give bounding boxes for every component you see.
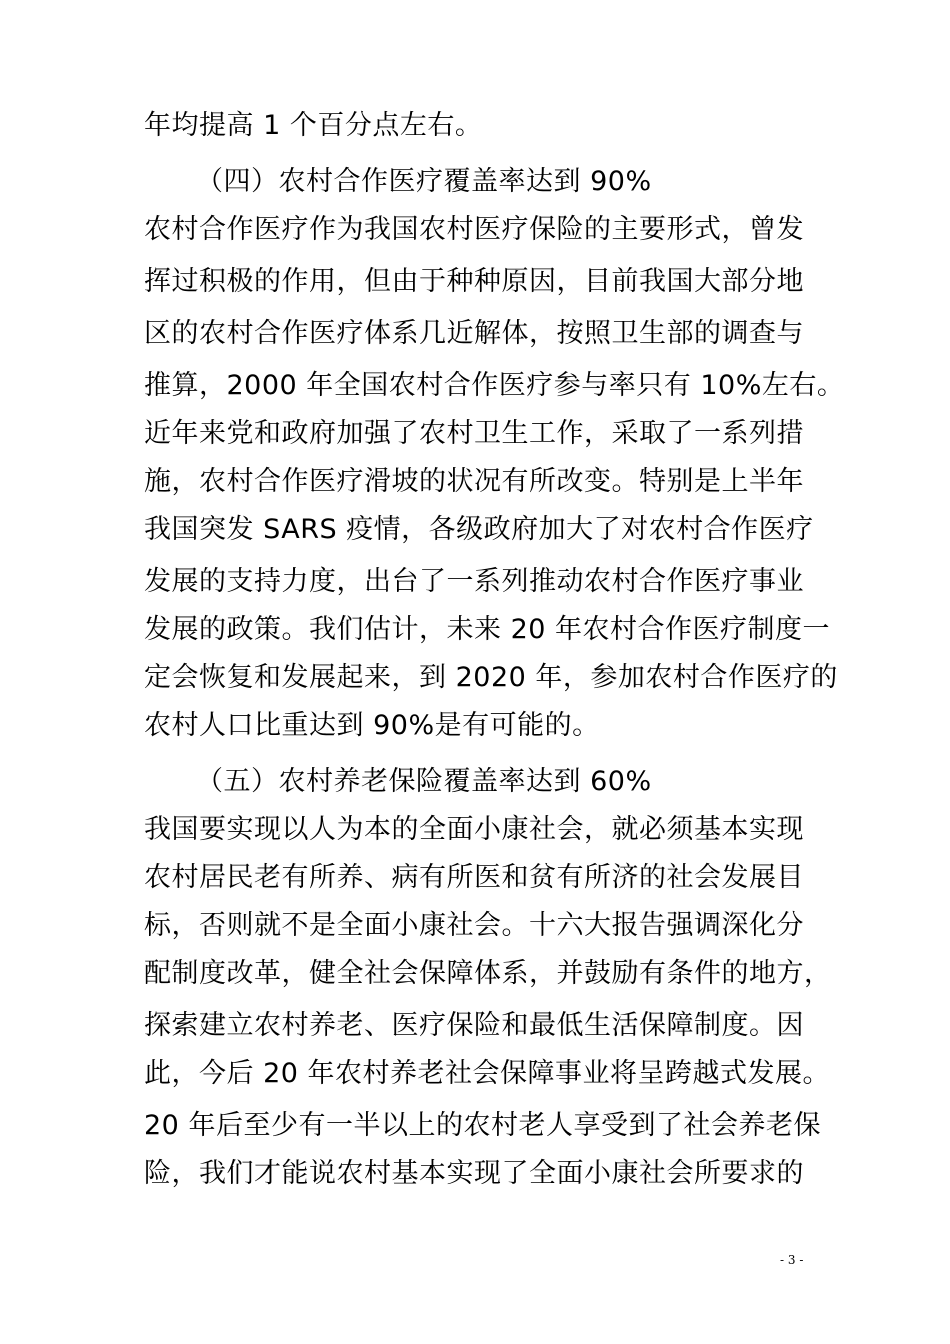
- body-text-line: 标，否则就不是全面小康社会。十六大报告强调深化分: [144, 910, 804, 941]
- body-text-line: 20 年后至少有一半以上的农村老人享受到了社会养老保: [144, 1110, 821, 1141]
- body-text-line: 农村居民老有所养、病有所医和贫有所济的社会发展目: [144, 862, 804, 893]
- body-text-line: 探索建立农村养老、医疗保险和最低生活保障制度。因: [144, 1010, 804, 1041]
- body-text-line: 区的农村合作医疗体系几近解体，按照卫生部的调查与: [144, 318, 804, 349]
- section-heading-4: （四）农村合作医疗覆盖率达到 90%: [196, 166, 652, 197]
- body-text-line: 定会恢复和发展起来，到 2020 年，参加农村合作医疗的: [144, 662, 838, 693]
- section-heading-5: （五）农村养老保险覆盖率达到 60%: [196, 766, 652, 797]
- body-text-line: 近年来党和政府加强了农村卫生工作，采取了一系列措: [144, 418, 804, 449]
- body-text-line: 发展的支持力度，出台了一系列推动农村合作医疗事业: [144, 566, 804, 597]
- body-text-line: 施，农村合作医疗滑坡的状况有所改变。特别是上半年: [144, 466, 804, 497]
- body-text-line: 发展的政策。我们估计，未来 20 年农村合作医疗制度一: [144, 614, 831, 645]
- page-number: - 3 -: [780, 1253, 804, 1267]
- body-text-line: 农村合作医疗作为我国农村医疗保险的主要形式，曾发: [144, 214, 804, 245]
- body-text-line: 我国要实现以人为本的全面小康社会，就必须基本实现: [144, 814, 804, 845]
- body-text-line: 此，今后 20 年农村养老社会保障事业将呈跨越式发展。: [144, 1058, 831, 1089]
- body-text-line: 配制度改革，健全社会保障体系，并鼓励有条件的地方，: [144, 958, 832, 989]
- body-text-line: 年均提高 1 个百分点左右。: [144, 110, 483, 141]
- body-text-line: 农村人口比重达到 90%是有可能的。: [144, 710, 600, 741]
- body-text-line: 挥过积极的作用，但由于种种原因，目前我国大部分地: [144, 266, 804, 297]
- body-text-line: 险，我们才能说农村基本实现了全面小康社会所要求的: [144, 1158, 804, 1189]
- body-text-line: 我国突发 SARS 疫情，各级政府加大了对农村合作医疗: [144, 514, 814, 545]
- body-text-line: 推算，2000 年全国农村合作医疗参与率只有 10%左右。: [144, 370, 845, 401]
